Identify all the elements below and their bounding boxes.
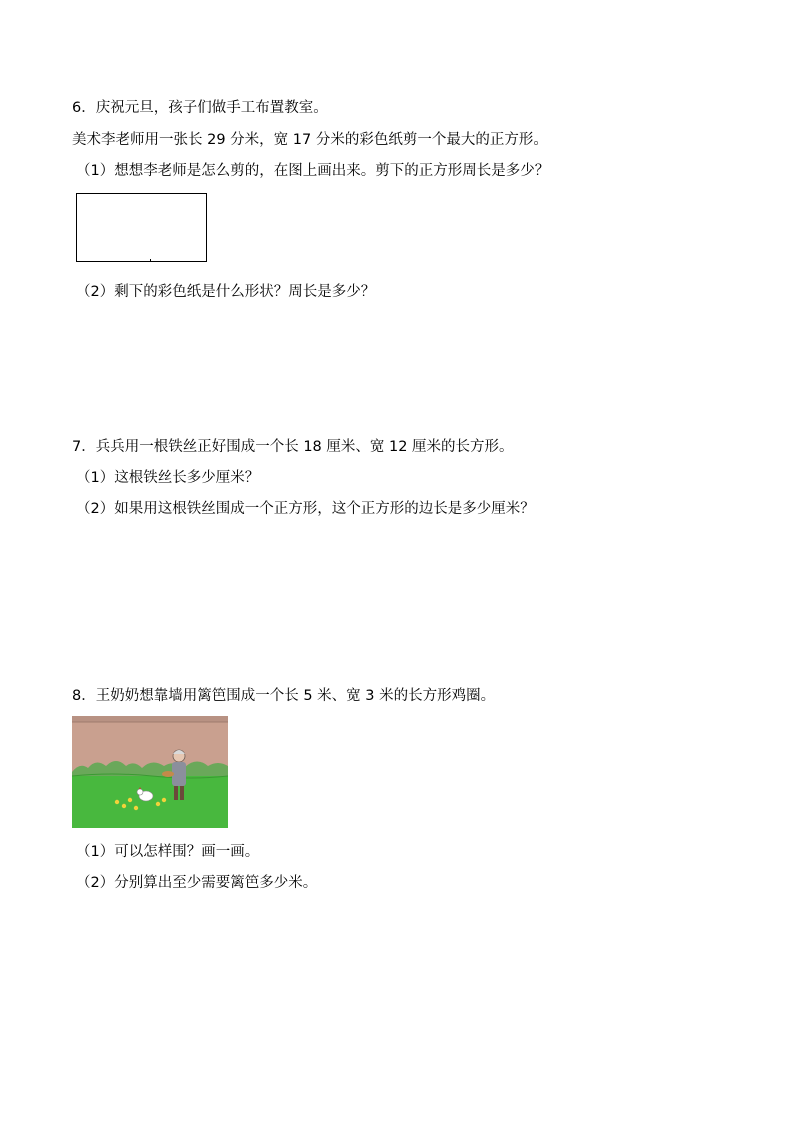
- q8-part1: （1）可以怎样围？画一画。: [76, 844, 260, 860]
- paper-rectangle-figure[interactable]: [76, 193, 207, 262]
- q8-title: 8．王奶奶想靠墙用篱笆围成一个长 5 米、宽 3 米的长方形鸡圈。: [72, 688, 496, 704]
- q6-part2: （2）剩下的彩色纸是什么形状？周长是多少？: [76, 284, 376, 300]
- q6-title: 6．庆祝元旦，孩子们做手工布置教室。: [72, 100, 328, 116]
- rectangle-tick-mark: [150, 259, 151, 262]
- q8-part2: （2）分别算出至少需要篱笆多少米。: [76, 875, 318, 891]
- q7-title: 7．兵兵用一根铁丝正好围成一个长 18 厘米、宽 12 厘米的长方形。: [72, 439, 514, 455]
- q6-stem: 美术李老师用一张长 29 分米，宽 17 分米的彩色纸剪一个最大的正方形。: [72, 132, 548, 148]
- q7-part1: （1）这根铁丝长多少厘米？: [76, 470, 260, 486]
- farm-scene-illustration: [72, 716, 228, 828]
- q6-part1: （1）想想李老师是怎么剪的，在图上画出来。剪下的正方形周长是多少？: [76, 163, 550, 179]
- q7-part2: （2）如果用这根铁丝围成一个正方形，这个正方形的边长是多少厘米？: [76, 501, 535, 517]
